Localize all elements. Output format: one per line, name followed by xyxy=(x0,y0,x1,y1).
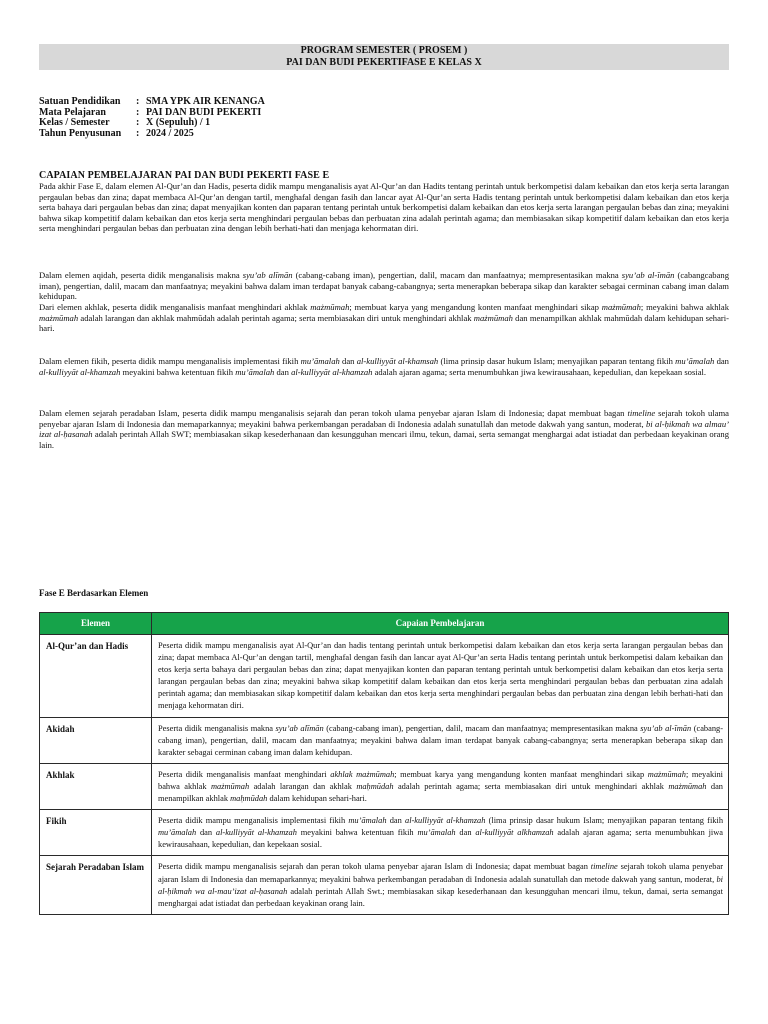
identity-label: Satuan Pendidikan xyxy=(39,96,121,107)
identity-value: PAI DAN BUDI PEKERTI xyxy=(146,106,262,118)
paragraph-sejarah xyxy=(39,408,729,450)
text-run: sejarah tokoh ulama penyebar ajaran Islam di Indonesia dan memaparkannya; meyakini bahwa perkembangan peradaban di Indonesia adalah sunatullah dan metode dakwah yang santun, moderat, xyxy=(158,862,723,884)
text-run: Dari elemen akhlak, peserta didik menganalisis manfaat menghindari akhlak xyxy=(39,302,311,312)
text-run: Dalam elemen sejarah peradaban Islam, peserta didik mampu menganalisis sejarah dan peran tokoh ulama penyebar ajaran Islam di Indonesia; dapat membuat bagan xyxy=(39,408,628,418)
italic-term: mażmūmah xyxy=(211,781,250,791)
text-run: ; meyakini bahwa akhlak xyxy=(158,769,723,791)
text-run: dan menampilkan akhlak mahmūdah dalam kehidupan sehari-hari. xyxy=(39,312,729,334)
text-run: adalah larangan dan akhlak mahmūdah adalah perintah agama; serta membiasakan diri untuk menghindari akhlak xyxy=(78,312,474,323)
italic-term: maḥmūdah xyxy=(230,794,268,804)
italic-term: mu’āmalah xyxy=(348,816,387,826)
text-run: adalah ajaran agama; serta menumbuhkan jiwa kewirausahaan, kepedulian, dan kepekaan sosial. xyxy=(158,828,723,850)
elemen-cell: Akhlak xyxy=(40,763,152,809)
capaian-cell xyxy=(152,856,729,914)
text-run: adalah perintah Allah SWT; membiasakan sikap kesederhanaan dan kesungguhan mencari ilmu, tekun, damai, serta semangat menghargai adat istiadat dan perbedaan keyakinan orang lain. xyxy=(39,429,729,450)
text-run: Dalam elemen aqidah, peserta didik menganalisis makna xyxy=(39,270,243,280)
italic-term: al-kulliyyāt al-khamzah xyxy=(215,828,297,838)
italic-term: mu’āmalah xyxy=(675,356,715,366)
text-run: ; membuat karya yang mengandung konten manfaat menghindari sikap xyxy=(349,302,602,312)
identity-separator: : xyxy=(136,106,140,118)
text-run: Peserta didik mampu menganalisis sejarah dan peran tokoh ulama penyebar ajaran Islam di Indonesia; dapat membuat bagan xyxy=(158,862,591,872)
header-line-1: PROGRAM SEMESTER ( PROSEM ) xyxy=(300,45,468,56)
fase-e-title: Fase E Berdasarkan Elemen xyxy=(39,588,149,598)
italic-term: al-kulliyyāt alkhamzah xyxy=(475,828,554,838)
italic-term: akhlak mażmūmah xyxy=(330,769,395,779)
italic-term: syu’ab alīmān xyxy=(275,723,324,733)
elemen-cell: Sejarah Peradaban Islam xyxy=(40,856,152,914)
identity-row xyxy=(39,129,265,140)
identity-row xyxy=(39,118,265,129)
italic-term: al-kulliyyāt al-khamzah xyxy=(291,366,373,377)
paragraph-quran-hadis: Pada akhir Fase E, dalam elemen Al-Qur’an dan Hadis, peserta didik mampu menganalisis ayat Al-Qur’an dan Hadits tentang perintah untuk berkompetisi dalam kebaikan dan etos kerja serta larangan pergaulan bebas dan zina; dapat membaca Al-Qur’an dengan tartil, menghafal dengan fasih dan lancar ayat Al-Qur’an serta Hadis tentang perintah untuk berkompetisi dalam kebaikan dan etos kerja serta bahaya dari pergaulan bebas dan zina; dapat menyajikan konten dan paparan tentang perintah untuk berkompetisi dalam kebaikan dan etos kerja serta larangan pergaulan bebas dan zina; meyakini bahwa sikap kompetitif dalam kebaikan dan etos kerja serta menghindari pergaulan bebas dan perbuatan zina adalah perintah agama; dan membiasakan sikap kompetitif dalam kebaikan dan etos kerja serta menghindari pergaulan bebas dan perbuatan zina dengan lebih berhati-hati dan menjaga kehormatan diri. xyxy=(39,181,729,234)
identity-block xyxy=(39,97,265,139)
paragraph-fikih xyxy=(39,356,729,377)
text-run: adalah perintah agama; serta membiasakan diri untuk menghindari akhlak xyxy=(393,781,669,791)
italic-term: mażmūmah xyxy=(668,781,707,791)
italic-term: syu’ab al-īmān xyxy=(640,723,692,733)
italic-term: bi al-ḥikmah wa almau’ izat al-ḥasanah xyxy=(39,418,729,440)
text-run: Peserta didik mampu menganalisis implementasi fikih xyxy=(158,816,349,826)
elemen-cell: Fikih xyxy=(40,810,152,856)
italic-term: syu’ab al-īmān xyxy=(621,270,675,280)
capaian-cell xyxy=(152,810,729,856)
text-run: (cabangcabang iman), pengertian, dalil, macam dan manfaatnya; meyakini bahwa dalam iman terdapat banyak cabang-cabangnya; serta menerapkan beberapa sikap dan karakter sebagai cerminan cabang iman dalam kehidupan. xyxy=(39,270,729,302)
text-run: dan xyxy=(274,366,292,377)
text-run: adalah perintah Allah Swt.; membiasakan sikap kesederhanaan dan kesungguhan mencari ilmu, tekun, damai, serta semangat menghargai adat istiadat dan perbedaan keyakinan orang lain. xyxy=(158,886,723,908)
identity-value: 2024 / 2025 xyxy=(146,127,194,139)
identity-label: Mata Pelajaran xyxy=(39,106,106,118)
identity-separator: : xyxy=(136,96,140,107)
italic-term: syu’ab alīmān xyxy=(242,270,293,280)
capaian-cell xyxy=(152,717,729,763)
text-run: dan xyxy=(196,828,216,838)
text-run: meyakini bahwa ketentuan fikih xyxy=(120,366,236,377)
italic-term: timeline xyxy=(627,408,656,418)
text-run: dan xyxy=(386,816,405,826)
text-run: dan xyxy=(455,828,476,838)
identity-label: Tahun Penyusunan xyxy=(39,127,122,139)
italic-term: maḥmūdah xyxy=(356,781,394,791)
identity-label: Kelas / Semester xyxy=(39,117,110,128)
text-run: Peserta didik mampu menganalisis ayat Al-Qur’an dan hadis tentang perintah untuk berkompetisi dalam kebaikan dan etos kerja serta larangan pergaulan bebas dan zina; dapat membaca Al-Qur’an dengan tartil, menghafal dengan fasih dan lancar ayat Al-Qur’an serta Hadis tentang perintah untuk berkompetisi dalam kebaikan dan etos kerja serta bahaya dari pergaulan bebas dan zina; dapat menyajikan konten dan paparan tentang perintah untuk berkompetisi dalam kebaikan dan etos kerja serta larangan pergaulan bebas dan zina; meyakini bahwa sikap kompetitif dalam kebaikan dan etos kerja serta menghindari pergaulan bebas dan perbuatan zina adalah perintah agama; dan membiasakan sikap kompetitif dalam kebaikan dan etos kerja serta menghindari pergaulan bebas dan perbuatan zina dengan lebih berhati-hati dan menjaga kehormatan diri. xyxy=(158,641,723,711)
text-run: (lima prinsip dasar hukum Islam; menyajikan paparan tentang fikih xyxy=(485,816,724,826)
italic-term: al-kulliyyāt al-khamzah xyxy=(405,816,486,826)
italic-term: mu’āmalah xyxy=(417,828,456,838)
column-header-capaian: Capaian Pembelajaran xyxy=(152,613,729,635)
elemen-cell: Al-Qur’an dan Hadis xyxy=(40,635,152,718)
italic-term: mażmūmah xyxy=(601,302,641,312)
capaian-title: CAPAIAN PEMBELAJARAN PAI DAN BUDI PEKERTI FASE E xyxy=(39,170,330,181)
italic-term: mażmūmah xyxy=(310,302,350,312)
text-run: adalah ajaran agama; serta menumbuhkan jiwa kewirausahaan, kepedulian, dan kepekaan sosial. xyxy=(372,366,707,377)
text-run: dalam kehidupan sehari-hari. xyxy=(267,794,367,804)
text-run: Dalam elemen fikih, peserta didik mampu menganalisis implementasi fikih xyxy=(39,356,301,366)
italic-term: mu’āmalah xyxy=(235,366,275,377)
identity-value: SMA YPK AIR KENANGA xyxy=(146,96,265,107)
capaian-cell xyxy=(152,763,729,809)
text-run: (lima prinsip dasar hukum Islam; menyajikan paparan tentang fikih xyxy=(438,356,676,366)
paragraph-akhlak xyxy=(39,302,729,334)
text-run: meyakini bahwa ketentuan fikih xyxy=(296,828,418,838)
table-row xyxy=(40,810,729,856)
text-run: dan xyxy=(339,356,357,366)
identity-row xyxy=(39,97,265,108)
text-run: adalah larangan dan akhlak xyxy=(249,781,357,791)
italic-term: al-kulliyyāt al-khamsah xyxy=(356,356,439,366)
text-run: Peserta didik menganalisis makna xyxy=(158,723,276,733)
elemen-cell: Akidah xyxy=(40,717,152,763)
paragraph-akidah xyxy=(39,270,729,302)
column-header-elemen: Elemen xyxy=(40,613,152,635)
document-header xyxy=(39,44,729,70)
text-run: dan xyxy=(714,356,729,366)
italic-term: timeline xyxy=(590,862,618,872)
italic-term: mażmūmah xyxy=(39,312,79,323)
italic-term: mażmūmah xyxy=(647,769,686,779)
italic-term: mażmūmah xyxy=(473,312,513,323)
identity-value: X (Sepuluh) / 1 xyxy=(146,117,211,128)
table-row xyxy=(40,717,729,763)
table-row xyxy=(40,856,729,914)
capaian-cell xyxy=(152,635,729,718)
italic-term: bi al-ḥikmah wa al-mau’izat al-ḥasanah xyxy=(158,874,723,896)
table-row xyxy=(40,635,729,718)
italic-term: mu’āmalah xyxy=(300,356,340,366)
table-header-row xyxy=(40,613,729,635)
text-run: (cabang-cabang iman), pengertian, dalil, macam dan manfaatnya; meyakini bahwa dalam iman terdapat banyak cabang-cabangnya; serta menerapkan beberapa sikap dan karakter sebagai cerminan cabang iman dalam kehidupan. xyxy=(158,723,723,757)
text-run: (cabang-cabang iman), pengertian, dalil, macam dan manfaatnya; mempresentasikan makna xyxy=(323,723,641,733)
identity-separator: : xyxy=(136,127,140,139)
italic-term: al-kulliyyāt al-khamzah xyxy=(39,366,121,377)
italic-term: mu’āmalah xyxy=(158,828,197,838)
identity-separator: : xyxy=(136,117,140,128)
table-row xyxy=(40,763,729,809)
capaian-table xyxy=(39,612,729,915)
text-run: dan menampilkan akhlak xyxy=(158,781,723,804)
text-run: sejarah tokoh ulama penyebar ajaran Islam di Indonesia dan memaparkannya; meyakini bahwa perkembangan peradaban di Indonesia adalah sunatullah dan metode dakwah yang santun, moderat, xyxy=(39,408,729,429)
text-run: ; membuat karya yang mengandung konten manfaat menghindari sikap xyxy=(394,769,648,779)
text-run: (cabang-cabang iman), pengertian, dalil, macam dan manfaatnya; mempresentasikan makna xyxy=(292,270,622,280)
text-run: ; meyakini bahwa akhlak xyxy=(640,302,730,312)
text-run: Peserta didik menganalisis manfaat menghindari xyxy=(158,769,331,779)
header-line-2: PAI DAN BUDI PEKERTIFASE E KELAS X xyxy=(286,56,482,68)
